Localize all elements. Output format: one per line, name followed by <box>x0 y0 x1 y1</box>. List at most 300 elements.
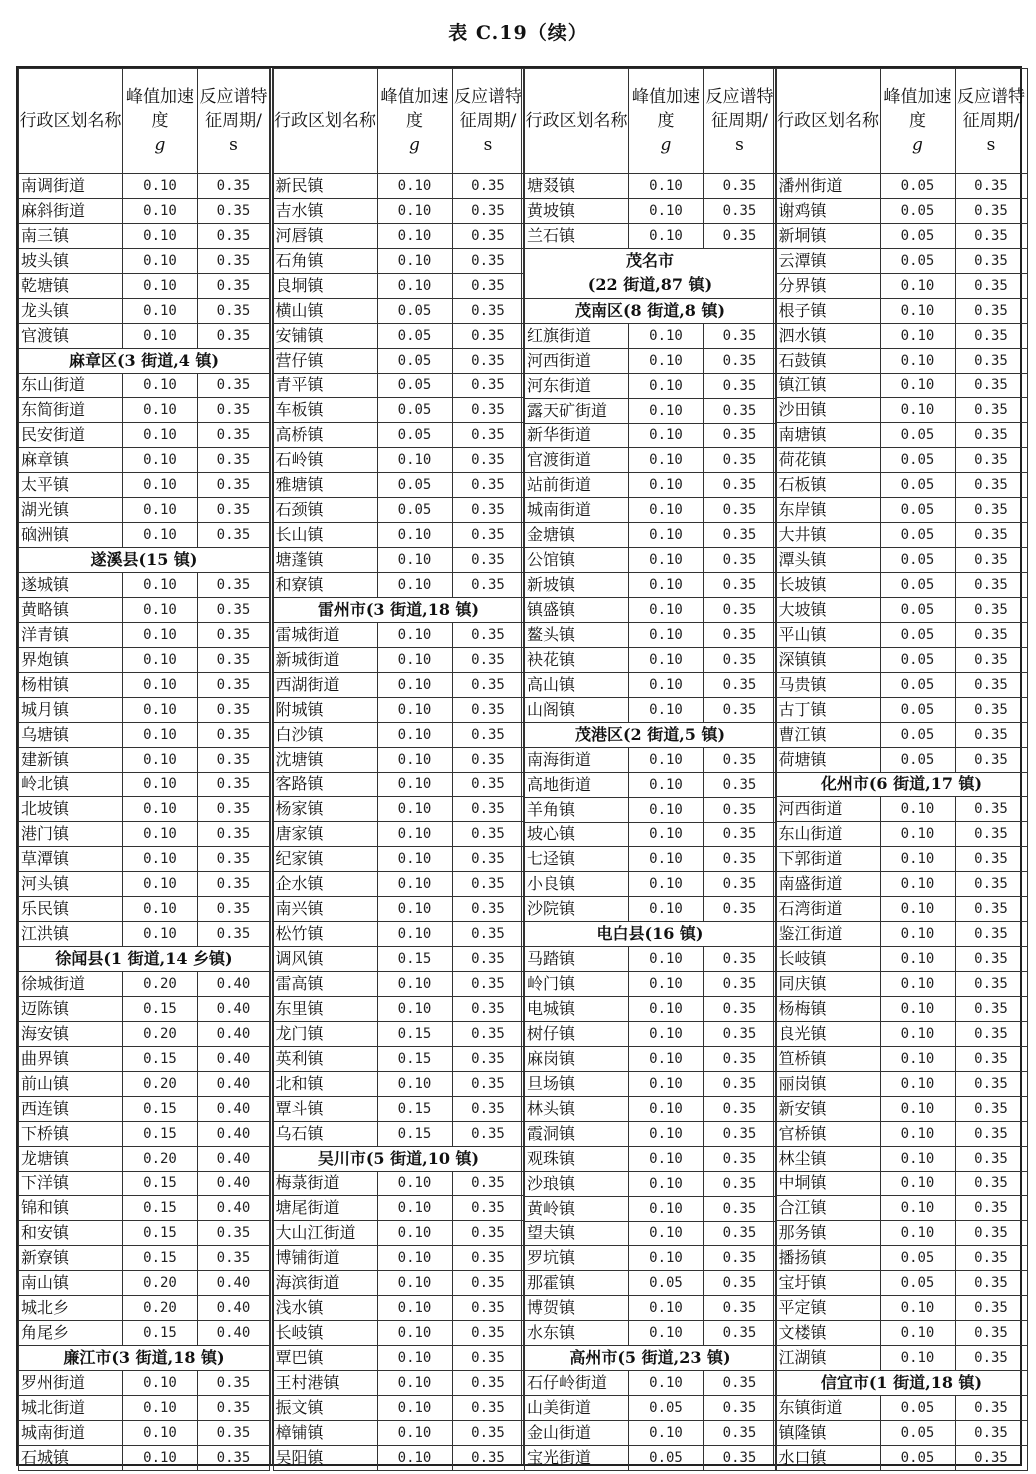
peak-accel-cell: 0.10 <box>629 523 704 548</box>
peak-accel-cell: 0.05 <box>629 1396 704 1421</box>
region-name-cell: 丽岗镇 <box>776 1071 880 1096</box>
table-row <box>776 672 1027 697</box>
table-row <box>273 523 524 548</box>
peak-accel-cell: 0.10 <box>377 248 452 273</box>
period-cell: 0.35 <box>198 398 270 423</box>
period-cell: 0.35 <box>198 473 270 498</box>
period-cell: 0.35 <box>452 373 524 398</box>
peak-accel-cell: 0.10 <box>123 797 198 822</box>
peak-accel-cell: 0.05 <box>880 448 955 473</box>
region-name-cell: 南三镇 <box>19 223 123 248</box>
period-cell: 0.35 <box>452 348 524 373</box>
period-cell: 0.35 <box>198 174 270 199</box>
region-name-cell: 英利镇 <box>273 1046 377 1071</box>
table-row <box>273 872 524 897</box>
region-name-cell: 锦和镇 <box>19 1196 123 1221</box>
region-name-cell: 兰石镇 <box>525 223 629 248</box>
period-cell: 0.35 <box>955 1445 1027 1470</box>
region-name-cell: 深镇镇 <box>776 647 880 672</box>
peak-accel-cell: 0.10 <box>629 672 704 697</box>
peak-accel-cell: 0.10 <box>629 972 704 997</box>
table-row <box>776 1296 1027 1321</box>
peak-accel-cell: 0.10 <box>629 1121 704 1146</box>
period-cell: 0.35 <box>704 498 776 523</box>
peak-accel-cell: 0.10 <box>377 1246 452 1271</box>
period-cell: 0.35 <box>452 897 524 922</box>
peak-accel-cell: 0.20 <box>123 1271 198 1296</box>
peak-accel-cell: 0.05 <box>880 672 955 697</box>
section-title: 茂港区(2 街道,5 镇) <box>525 722 776 747</box>
table-row <box>776 1445 1027 1470</box>
table-row <box>19 1420 270 1445</box>
table-row <box>273 722 524 747</box>
peak-accel-cell: 0.15 <box>123 1221 198 1246</box>
table-row <box>273 1221 524 1246</box>
region-name-cell: 浅水镇 <box>273 1296 377 1321</box>
region-name-cell: 林头镇 <box>525 1096 629 1121</box>
table-row <box>776 647 1027 672</box>
period-cell: 0.35 <box>704 697 776 722</box>
table-row <box>19 1395 270 1420</box>
period-cell: 0.35 <box>955 323 1027 348</box>
region-name-cell: 雷高镇 <box>273 972 377 997</box>
table-row <box>19 872 270 897</box>
region-name-cell: 企水镇 <box>273 872 377 897</box>
table-row <box>525 697 776 722</box>
table-row <box>273 822 524 847</box>
period-cell: 0.35 <box>955 1021 1027 1046</box>
period-cell: 0.35 <box>704 1371 776 1396</box>
period-cell: 0.35 <box>704 947 776 972</box>
table-row <box>19 1046 270 1071</box>
peak-accel-cell: 0.05 <box>880 548 955 573</box>
period-cell: 0.35 <box>452 174 524 199</box>
region-name-cell: 新坡镇 <box>525 573 629 598</box>
table-row <box>776 1321 1027 1346</box>
period-cell: 0.35 <box>452 996 524 1021</box>
period-cell: 0.35 <box>955 1246 1027 1271</box>
region-name-cell: 角尾乡 <box>19 1321 123 1346</box>
peak-accel-cell: 0.10 <box>123 622 198 647</box>
table-row <box>525 847 776 872</box>
region-name-cell: 良垌镇 <box>273 273 377 298</box>
table-row <box>776 448 1027 473</box>
peak-accel-cell: 0.05 <box>880 498 955 523</box>
table-row <box>19 448 270 473</box>
section-title: 高州市(5 街道,23 镇) <box>525 1346 776 1371</box>
peak-accel-cell: 0.10 <box>377 797 452 822</box>
peak-accel-cell: 0.15 <box>123 1046 198 1071</box>
peak-accel-cell: 0.10 <box>880 797 955 822</box>
peak-accel-cell: 0.10 <box>629 647 704 672</box>
peak-accel-cell: 0.10 <box>377 1420 452 1445</box>
peak-accel-cell: 0.10 <box>629 1321 704 1346</box>
period-cell: 0.35 <box>704 423 776 448</box>
peak-accel-cell: 0.10 <box>377 897 452 922</box>
period-cell: 0.35 <box>704 797 776 822</box>
header-name-label: 行政区划名称 <box>777 111 879 131</box>
region-name-cell: 潭头镇 <box>776 548 880 573</box>
peak-accel-cell: 0.10 <box>629 1022 704 1047</box>
peak-accel-cell: 0.05 <box>880 697 955 722</box>
region-name-cell: 白沙镇 <box>273 722 377 747</box>
region-name-cell: 长山镇 <box>273 523 377 548</box>
header-period-unit: s <box>735 135 744 155</box>
period-cell: 0.35 <box>955 897 1027 922</box>
region-name-cell: 乐民镇 <box>19 897 123 922</box>
region-name-cell: 下桥镇 <box>19 1121 123 1146</box>
peak-accel-cell: 0.10 <box>880 947 955 972</box>
peak-accel-cell: 0.10 <box>880 1296 955 1321</box>
region-name-cell: 建新镇 <box>19 747 123 772</box>
peak-accel-cell: 0.10 <box>629 797 704 822</box>
peak-accel-cell: 0.10 <box>123 373 198 398</box>
region-name-cell: 笪桥镇 <box>776 1046 880 1071</box>
period-cell: 0.35 <box>704 1445 776 1470</box>
period-cell: 0.35 <box>704 223 776 248</box>
region-name-cell: 安铺镇 <box>273 323 377 348</box>
region-name-cell: 南山镇 <box>19 1271 123 1296</box>
table-row <box>273 1046 524 1071</box>
table-row <box>525 772 776 797</box>
peak-accel-cell: 0.10 <box>123 423 198 448</box>
peak-accel-cell: 0.10 <box>880 273 955 298</box>
region-name-cell: 沈塘镇 <box>273 747 377 772</box>
section-header-row <box>19 947 270 972</box>
region-name-cell: 南海街道 <box>525 747 629 772</box>
peak-accel-cell: 0.05 <box>880 174 955 199</box>
region-name-cell: 江湖镇 <box>776 1346 880 1371</box>
region-name-cell: 泗水镇 <box>776 323 880 348</box>
peak-accel-cell: 0.10 <box>629 1046 704 1071</box>
period-cell: 0.35 <box>198 697 270 722</box>
region-name-cell: 沙院镇 <box>525 897 629 922</box>
table-row <box>273 1395 524 1420</box>
period-cell: 0.35 <box>955 1395 1027 1420</box>
peak-accel-cell: 0.10 <box>880 298 955 323</box>
table-row <box>273 273 524 298</box>
section-header-row <box>19 1346 270 1371</box>
table-row <box>776 298 1027 323</box>
peak-accel-cell: 0.10 <box>880 996 955 1021</box>
period-cell: 0.35 <box>452 1021 524 1046</box>
region-name-cell: 北坡镇 <box>19 797 123 822</box>
region-name-cell: 高山镇 <box>525 672 629 697</box>
peak-accel-cell: 0.05 <box>629 1445 704 1470</box>
table-row <box>525 672 776 697</box>
peak-accel-cell: 0.10 <box>880 1071 955 1096</box>
table-row <box>273 298 524 323</box>
region-name-cell: 石鼓镇 <box>776 348 880 373</box>
peak-accel-cell: 0.10 <box>377 1321 452 1346</box>
header-period-unit: s <box>483 135 493 155</box>
table-row <box>273 248 524 273</box>
table-row <box>19 1146 270 1171</box>
region-name-cell: 博贺镇 <box>525 1296 629 1321</box>
peak-accel-cell: 0.10 <box>123 822 198 847</box>
period-cell: 0.35 <box>955 1171 1027 1196</box>
period-cell: 0.35 <box>955 548 1027 573</box>
section-title: 麻章区(3 街道,4 镇) <box>19 348 270 373</box>
table-row <box>525 1296 776 1321</box>
peak-accel-cell: 0.10 <box>629 598 704 623</box>
region-name-cell: 车板镇 <box>273 398 377 423</box>
header-row <box>273 69 524 174</box>
period-cell: 0.35 <box>704 1146 776 1171</box>
table-row <box>273 1096 524 1121</box>
period-cell: 0.35 <box>704 174 776 199</box>
peak-accel-cell: 0.10 <box>123 223 198 248</box>
region-name-cell: 中垌镇 <box>776 1171 880 1196</box>
region-name-cell: 官渡街道 <box>525 448 629 473</box>
section-header-row <box>525 922 776 947</box>
period-cell: 0.35 <box>704 548 776 573</box>
period-cell: 0.35 <box>704 847 776 872</box>
peak-accel-cell: 0.10 <box>880 1046 955 1071</box>
period-cell: 0.35 <box>955 1046 1027 1071</box>
peak-accel-cell: 0.05 <box>880 573 955 598</box>
table-row <box>19 922 270 947</box>
region-name-cell: 塘蓬镇 <box>273 548 377 573</box>
peak-accel-cell: 0.20 <box>123 1296 198 1321</box>
header-accel-unit: g <box>912 135 923 155</box>
table-row <box>776 573 1027 598</box>
table-row <box>525 1221 776 1246</box>
table-row <box>19 647 270 672</box>
peak-accel-cell: 0.10 <box>123 448 198 473</box>
peak-accel-cell: 0.10 <box>123 747 198 772</box>
period-cell: 0.35 <box>452 248 524 273</box>
region-name-cell: 官桥镇 <box>776 1121 880 1146</box>
region-name-cell: 站前街道 <box>525 473 629 498</box>
region-name-cell: 石角镇 <box>273 248 377 273</box>
table-row <box>776 622 1027 647</box>
region-name-cell: 观珠镇 <box>525 1146 629 1171</box>
header-period <box>955 69 1027 174</box>
peak-accel-cell: 0.10 <box>880 348 955 373</box>
table-row <box>273 1021 524 1046</box>
section-title: 茂名市 (22 街道,87 镇) <box>525 248 776 298</box>
peak-accel-cell: 0.10 <box>377 548 452 573</box>
peak-accel-cell: 0.10 <box>880 1196 955 1221</box>
region-name-cell: 河头镇 <box>19 872 123 897</box>
table-row <box>19 1246 270 1271</box>
table-row <box>776 1146 1027 1171</box>
peak-accel-cell: 0.10 <box>377 573 452 598</box>
period-cell: 0.35 <box>955 697 1027 722</box>
table-row <box>273 697 524 722</box>
peak-accel-cell: 0.05 <box>880 1246 955 1271</box>
table-row <box>19 1296 270 1321</box>
region-name-cell: 下洋镇 <box>19 1171 123 1196</box>
period-cell: 0.35 <box>452 1395 524 1420</box>
table-row <box>776 398 1027 423</box>
peak-accel-cell: 0.10 <box>377 972 452 997</box>
period-cell: 0.35 <box>452 1246 524 1271</box>
period-cell: 0.35 <box>452 947 524 972</box>
region-name-cell: 黄略镇 <box>19 597 123 622</box>
table-column-1 <box>18 68 270 1467</box>
period-cell: 0.35 <box>704 373 776 398</box>
period-cell: 0.35 <box>704 747 776 772</box>
region-name-cell: 下郭街道 <box>776 847 880 872</box>
peak-accel-cell: 0.10 <box>123 473 198 498</box>
header-period-unit: s <box>229 135 238 155</box>
period-cell: 0.35 <box>198 747 270 772</box>
peak-accel-cell: 0.05 <box>880 223 955 248</box>
table-row <box>525 1421 776 1446</box>
region-name-cell: 红旗街道 <box>525 323 629 348</box>
period-cell: 0.35 <box>955 273 1027 298</box>
table-row <box>776 1171 1027 1196</box>
peak-accel-cell: 0.15 <box>377 1121 452 1146</box>
peak-accel-cell: 0.10 <box>123 922 198 947</box>
region-name-cell: 曲界镇 <box>19 1046 123 1071</box>
region-name-cell: 南兴镇 <box>273 897 377 922</box>
region-name-cell: 海安镇 <box>19 1021 123 1046</box>
peak-accel-cell: 0.05 <box>880 747 955 772</box>
peak-accel-cell: 0.10 <box>629 1421 704 1446</box>
table-row <box>776 1121 1027 1146</box>
header-row <box>19 69 270 174</box>
table-row <box>776 1221 1027 1246</box>
period-cell: 0.40 <box>198 1021 270 1046</box>
region-name-cell: 南盛街道 <box>776 872 880 897</box>
region-name-cell: 播扬镇 <box>776 1246 880 1271</box>
peak-accel-cell: 0.10 <box>123 722 198 747</box>
table-row <box>273 1321 524 1346</box>
period-cell: 0.35 <box>198 722 270 747</box>
period-cell: 0.35 <box>704 1396 776 1421</box>
table-row <box>525 1396 776 1421</box>
peak-accel-cell: 0.10 <box>629 423 704 448</box>
region-name-cell: 长岐镇 <box>273 1321 377 1346</box>
region-name-cell: 徐城街道 <box>19 972 123 997</box>
period-cell: 0.35 <box>955 622 1027 647</box>
period-cell: 0.35 <box>955 248 1027 273</box>
data-table-container <box>16 66 1025 1467</box>
table-row <box>19 498 270 523</box>
period-cell: 0.35 <box>452 822 524 847</box>
peak-accel-cell: 0.05 <box>880 1395 955 1420</box>
period-cell: 0.35 <box>704 1321 776 1346</box>
table-row <box>776 348 1027 373</box>
section-title: 电白县(16 镇) <box>525 922 776 947</box>
header-row <box>776 69 1027 174</box>
table-row <box>525 1022 776 1047</box>
period-cell: 0.35 <box>452 622 524 647</box>
table-row <box>19 797 270 822</box>
table-row <box>776 847 1027 872</box>
table-row <box>525 997 776 1022</box>
region-name-cell: 海滨街道 <box>273 1271 377 1296</box>
peak-accel-cell: 0.05 <box>377 298 452 323</box>
region-name-cell: 南塘镇 <box>776 423 880 448</box>
peak-accel-cell: 0.10 <box>123 697 198 722</box>
peak-accel-cell: 0.10 <box>629 1196 704 1221</box>
peak-accel-cell: 0.10 <box>629 847 704 872</box>
table-row <box>776 198 1027 223</box>
peak-accel-cell: 0.15 <box>123 1121 198 1146</box>
period-cell: 0.40 <box>198 1071 270 1096</box>
region-name-cell: 杨梅镇 <box>776 996 880 1021</box>
header-name <box>525 69 629 174</box>
peak-accel-cell: 0.10 <box>880 922 955 947</box>
header-period-label: 反应谱特征周期/ <box>957 87 1025 131</box>
table-row <box>525 1046 776 1071</box>
region-name-cell: 金塘镇 <box>525 523 629 548</box>
region-name-cell: 东山街道 <box>776 822 880 847</box>
region-name-cell: 鉴江街道 <box>776 922 880 947</box>
region-name-cell: 迈陈镇 <box>19 996 123 1021</box>
table-row <box>776 972 1027 997</box>
region-name-cell: 梅菉街道 <box>273 1171 377 1196</box>
table-row <box>776 223 1027 248</box>
table-row <box>273 1346 524 1371</box>
peak-accel-cell: 0.10 <box>377 1171 452 1196</box>
peak-accel-cell: 0.10 <box>629 323 704 348</box>
header-period-label: 反应谱特征周期/ <box>454 87 522 131</box>
period-cell: 0.35 <box>955 647 1027 672</box>
period-cell: 0.40 <box>198 996 270 1021</box>
period-cell: 0.35 <box>704 448 776 473</box>
peak-accel-cell: 0.10 <box>629 1071 704 1096</box>
period-cell: 0.35 <box>452 922 524 947</box>
peak-accel-cell: 0.10 <box>377 1296 452 1321</box>
period-cell: 0.35 <box>198 822 270 847</box>
table-row <box>525 523 776 548</box>
period-cell: 0.35 <box>955 1420 1027 1445</box>
table-row <box>273 1371 524 1396</box>
table-row <box>776 1021 1027 1046</box>
region-name-cell: 岭门镇 <box>525 972 629 997</box>
region-name-cell: 水东镇 <box>525 1321 629 1346</box>
region-name-cell: 客路镇 <box>273 772 377 797</box>
period-cell: 0.35 <box>452 1221 524 1246</box>
period-cell: 0.35 <box>452 797 524 822</box>
period-cell: 0.35 <box>198 597 270 622</box>
region-name-cell: 大井镇 <box>776 523 880 548</box>
period-cell: 0.35 <box>198 423 270 448</box>
region-name-cell: 黄岭镇 <box>525 1196 629 1221</box>
table-row <box>19 373 270 398</box>
period-cell: 0.35 <box>704 822 776 847</box>
region-name-cell: 坡头镇 <box>19 248 123 273</box>
table-column-3 <box>521 68 774 1467</box>
period-cell: 0.35 <box>704 1271 776 1296</box>
region-name-cell: 霞洞镇 <box>525 1121 629 1146</box>
period-cell: 0.35 <box>198 323 270 348</box>
region-name-cell: 公馆镇 <box>525 548 629 573</box>
table-row <box>525 1146 776 1171</box>
table-row <box>273 1246 524 1271</box>
peak-accel-cell: 0.10 <box>629 223 704 248</box>
period-cell: 0.35 <box>452 647 524 672</box>
region-name-cell: 新安镇 <box>776 1096 880 1121</box>
section-header-row <box>273 1146 524 1171</box>
peak-accel-cell: 0.10 <box>377 1445 452 1470</box>
period-cell: 0.35 <box>704 398 776 423</box>
table-row <box>776 273 1027 298</box>
table-row <box>19 1196 270 1221</box>
period-cell: 0.35 <box>955 448 1027 473</box>
period-cell: 0.35 <box>704 1196 776 1221</box>
table-row <box>19 996 270 1021</box>
table-row <box>776 822 1027 847</box>
region-name-cell: 石岭镇 <box>273 448 377 473</box>
period-cell: 0.35 <box>704 1121 776 1146</box>
peak-accel-cell: 0.10 <box>123 198 198 223</box>
